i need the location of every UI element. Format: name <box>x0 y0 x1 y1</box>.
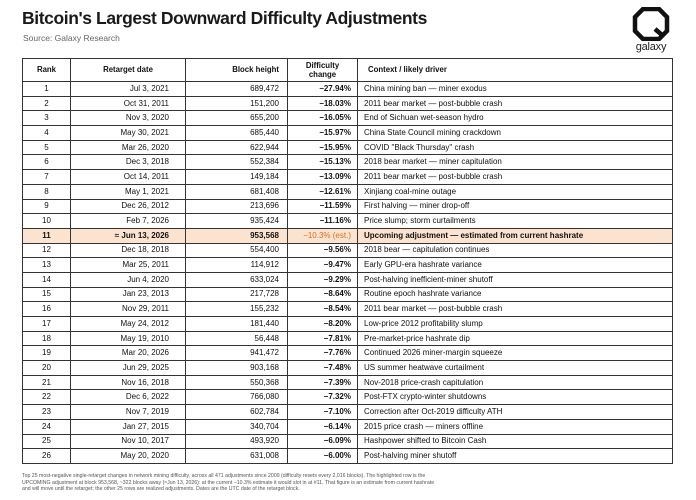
cell-rank: 20 <box>23 361 71 376</box>
cell-retarget-date: May 19, 2010 <box>71 331 186 346</box>
cell-context: Nov-2018 price-crash capitulation <box>358 375 673 390</box>
cell-rank: 17 <box>23 317 71 332</box>
cell-retarget-date: Mar 25, 2011 <box>71 258 186 273</box>
cell-rank: 11 <box>23 228 71 243</box>
cell-context: Xinjiang coal-mine outage <box>358 184 673 199</box>
cell-retarget-date: Dec 6, 2022 <box>71 390 186 405</box>
cell-retarget-date: Dec 26, 2012 <box>71 199 186 214</box>
cell-difficulty-change: −15.97% <box>288 126 358 141</box>
cell-context: Continued 2026 miner-margin squeeze <box>358 346 673 361</box>
table-row <box>23 390 673 405</box>
cell-block-height: 655,200 <box>186 111 288 126</box>
table-row <box>23 258 673 273</box>
cell-difficulty-change: −8.54% <box>288 302 358 317</box>
cell-difficulty-change: −12.61% <box>288 184 358 199</box>
cell-retarget-date: Oct 31, 2011 <box>71 96 186 111</box>
table-row <box>23 272 673 287</box>
cell-context: US summer heatwave curtailment <box>358 361 673 376</box>
cell-difficulty-change: −9.29% <box>288 272 358 287</box>
cell-difficulty-change: −10.3% (est.) <box>288 228 358 243</box>
difficulty-table <box>22 58 673 464</box>
cell-rank: 12 <box>23 243 71 258</box>
cell-block-height: 550,368 <box>186 375 288 390</box>
cell-block-height: 552,384 <box>186 155 288 170</box>
cell-rank: 4 <box>23 126 71 141</box>
table-row <box>23 346 673 361</box>
cell-retarget-date: Nov 10, 2017 <box>71 434 186 449</box>
table-row <box>23 82 673 97</box>
cell-block-height: 149,184 <box>186 170 288 185</box>
cell-difficulty-change: −6.00% <box>288 449 358 464</box>
cell-retarget-date: May 24, 2012 <box>71 317 186 332</box>
table-row <box>23 419 673 434</box>
cell-block-height: 903,168 <box>186 361 288 376</box>
cell-rank: 8 <box>23 184 71 199</box>
cell-block-height: 340,704 <box>186 419 288 434</box>
cell-rank: 23 <box>23 405 71 420</box>
cell-rank: 24 <box>23 419 71 434</box>
cell-block-height: 685,440 <box>186 126 288 141</box>
cell-context: First halving — miner drop-off <box>358 199 673 214</box>
table-row-highlighted <box>23 228 673 243</box>
cell-retarget-date: Feb 7, 2026 <box>71 214 186 229</box>
footnote: Top 25 most-negative single-retarget changes in network mining difficulty, across all 471 adjustments since 2009 (difficulty resets every 2,016 blocks). The highlighted row is the UPCOMING adjustment at block 953,568, ~322 blocks away (≈Jun 13, 2026): at the current −10.3% estimate it would slot in at #11. That figure is an estimate from current hashrate and will move until the retarget; the other 25 rows are realized adjustments. Dates are the UTC date of the retarget block. <box>22 473 435 493</box>
cell-rank: 3 <box>23 111 71 126</box>
table-row <box>23 170 673 185</box>
cell-difficulty-change: −18.03% <box>288 96 358 111</box>
table-row <box>23 155 673 170</box>
table-row <box>23 140 673 155</box>
cell-difficulty-change: −7.76% <box>288 346 358 361</box>
cell-block-height: 681,408 <box>186 184 288 199</box>
cell-difficulty-change: −11.16% <box>288 214 358 229</box>
cell-context: COVID "Black Thursday" crash <box>358 140 673 155</box>
cell-difficulty-change: −15.13% <box>288 155 358 170</box>
cell-context: End of Sichuan wet-season hydro <box>358 111 673 126</box>
cell-difficulty-change: −7.48% <box>288 361 358 376</box>
cell-rank: 5 <box>23 140 71 155</box>
cell-rank: 19 <box>23 346 71 361</box>
cell-block-height: 631,008 <box>186 449 288 464</box>
column-header-block-height: Block height <box>186 59 288 82</box>
cell-difficulty-change: −6.14% <box>288 419 358 434</box>
cell-retarget-date: Jan 23, 2013 <box>71 287 186 302</box>
cell-rank: 21 <box>23 375 71 390</box>
cell-difficulty-change: −7.10% <box>288 405 358 420</box>
table-row <box>23 361 673 376</box>
cell-rank: 26 <box>23 449 71 464</box>
cell-difficulty-change: −27.94% <box>288 82 358 97</box>
cell-rank: 25 <box>23 434 71 449</box>
cell-difficulty-change: −7.39% <box>288 375 358 390</box>
cell-block-height: 213,696 <box>186 199 288 214</box>
cell-difficulty-change: −13.09% <box>288 170 358 185</box>
cell-block-height: 151,200 <box>186 96 288 111</box>
cell-retarget-date: Dec 18, 2018 <box>71 243 186 258</box>
table-row <box>23 449 673 464</box>
cell-retarget-date: May 30, 2021 <box>71 126 186 141</box>
table-row <box>23 243 673 258</box>
cell-context: Hashpower shifted to Bitcoin Cash <box>358 434 673 449</box>
cell-difficulty-change: −8.20% <box>288 317 358 332</box>
cell-difficulty-change: −7.32% <box>288 390 358 405</box>
cell-rank: 2 <box>23 96 71 111</box>
cell-retarget-date: Jun 29, 2025 <box>71 361 186 376</box>
table-row <box>23 214 673 229</box>
cell-context: 2011 bear market — post-bubble crash <box>358 170 673 185</box>
cell-context: 2011 bear market — post-bubble crash <box>358 302 673 317</box>
cell-block-height: 941,472 <box>186 346 288 361</box>
cell-difficulty-change: −7.81% <box>288 331 358 346</box>
page-title: Bitcoin's Largest Downward Difficulty Adjustments <box>22 8 427 28</box>
cell-retarget-date: Jan 27, 2015 <box>71 419 186 434</box>
cell-block-height: 602,784 <box>186 405 288 420</box>
table-row <box>23 96 673 111</box>
cell-difficulty-change: −9.56% <box>288 243 358 258</box>
cell-block-height: 155,232 <box>186 302 288 317</box>
cell-rank: 14 <box>23 272 71 287</box>
cell-rank: 18 <box>23 331 71 346</box>
cell-rank: 13 <box>23 258 71 273</box>
cell-rank: 9 <box>23 199 71 214</box>
cell-context: Post-halving miner shutoff <box>358 449 673 464</box>
table-row <box>23 434 673 449</box>
cell-block-height: 935,424 <box>186 214 288 229</box>
cell-context: Correction after Oct-2019 difficulty ATH <box>358 405 673 420</box>
table-row <box>23 405 673 420</box>
table-row <box>23 184 673 199</box>
cell-retarget-date: Jun 4, 2020 <box>71 272 186 287</box>
table-row <box>23 111 673 126</box>
cell-retarget-date: May 20, 2020 <box>71 449 186 464</box>
column-header-difficulty-change: Difficulty change <box>288 59 358 82</box>
cell-block-height: 56,448 <box>186 331 288 346</box>
cell-block-height: 181,440 <box>186 317 288 332</box>
source-label: Source: Galaxy Research <box>23 33 120 43</box>
cell-retarget-date: Dec 3, 2018 <box>71 155 186 170</box>
cell-context: Upcoming adjustment — estimated from current hashrate <box>358 228 673 243</box>
cell-context: 2015 price crash — miners offline <box>358 419 673 434</box>
cell-context: Post-FTX crypto-winter shutdowns <box>358 390 673 405</box>
galaxy-logo-icon <box>629 7 673 41</box>
table-header-row <box>23 59 673 82</box>
cell-block-height: 766,080 <box>186 390 288 405</box>
cell-context: Post-halving inefficient-miner shutoff <box>358 272 673 287</box>
cell-rank: 22 <box>23 390 71 405</box>
cell-retarget-date: Jul 3, 2021 <box>71 82 186 97</box>
cell-context: Routine epoch hashrate variance <box>358 287 673 302</box>
table-body <box>23 82 673 464</box>
cell-difficulty-change: −6.09% <box>288 434 358 449</box>
cell-block-height: 633,024 <box>186 272 288 287</box>
logo-text: galaxy <box>635 41 667 53</box>
cell-retarget-date: ≈ Jun 13, 2026 <box>71 228 186 243</box>
cell-block-height: 689,472 <box>186 82 288 97</box>
table-row <box>23 199 673 214</box>
cell-difficulty-change: −9.47% <box>288 258 358 273</box>
cell-rank: 1 <box>23 82 71 97</box>
cell-retarget-date: Nov 16, 2018 <box>71 375 186 390</box>
cell-context: China State Council mining crackdown <box>358 126 673 141</box>
cell-rank: 6 <box>23 155 71 170</box>
table-row <box>23 287 673 302</box>
cell-difficulty-change: −16.05% <box>288 111 358 126</box>
table-row <box>23 317 673 332</box>
column-header-rank: Rank <box>23 59 71 82</box>
cell-context: Early GPU-era hashrate variance <box>358 258 673 273</box>
cell-block-height: 622,944 <box>186 140 288 155</box>
cell-retarget-date: Nov 29, 2011 <box>71 302 186 317</box>
cell-context: Pre-market-price hashrate dip <box>358 331 673 346</box>
cell-rank: 10 <box>23 214 71 229</box>
cell-block-height: 217,728 <box>186 287 288 302</box>
cell-retarget-date: Oct 14, 2011 <box>71 170 186 185</box>
galaxy-logo <box>629 7 673 59</box>
table-row <box>23 302 673 317</box>
cell-difficulty-change: −15.95% <box>288 140 358 155</box>
cell-retarget-date: Mar 20, 2026 <box>71 346 186 361</box>
cell-block-height: 114,912 <box>186 258 288 273</box>
cell-retarget-date: Mar 26, 2020 <box>71 140 186 155</box>
cell-rank: 15 <box>23 287 71 302</box>
cell-context: 2011 bear market — post-bubble crash <box>358 96 673 111</box>
cell-retarget-date: Nov 7, 2019 <box>71 405 186 420</box>
table-row <box>23 331 673 346</box>
cell-context: Price slump; storm curtailments <box>358 214 673 229</box>
cell-rank: 7 <box>23 170 71 185</box>
cell-context: 2018 bear market — miner capitulation <box>358 155 673 170</box>
cell-context: Low-price 2012 profitability slump <box>358 317 673 332</box>
cell-difficulty-change: −11.59% <box>288 199 358 214</box>
cell-difficulty-change: −8.64% <box>288 287 358 302</box>
cell-rank: 16 <box>23 302 71 317</box>
cell-block-height: 953,568 <box>186 228 288 243</box>
cell-block-height: 554,400 <box>186 243 288 258</box>
table-row <box>23 375 673 390</box>
cell-retarget-date: Nov 3, 2020 <box>71 111 186 126</box>
cell-retarget-date: May 1, 2021 <box>71 184 186 199</box>
column-header-retarget-date: Retarget date <box>71 59 186 82</box>
column-header-context: Context / likely driver <box>358 59 673 82</box>
cell-context: 2018 bear — capitulation continues <box>358 243 673 258</box>
cell-context: China mining ban — miner exodus <box>358 82 673 97</box>
table-row <box>23 126 673 141</box>
cell-block-height: 493,920 <box>186 434 288 449</box>
